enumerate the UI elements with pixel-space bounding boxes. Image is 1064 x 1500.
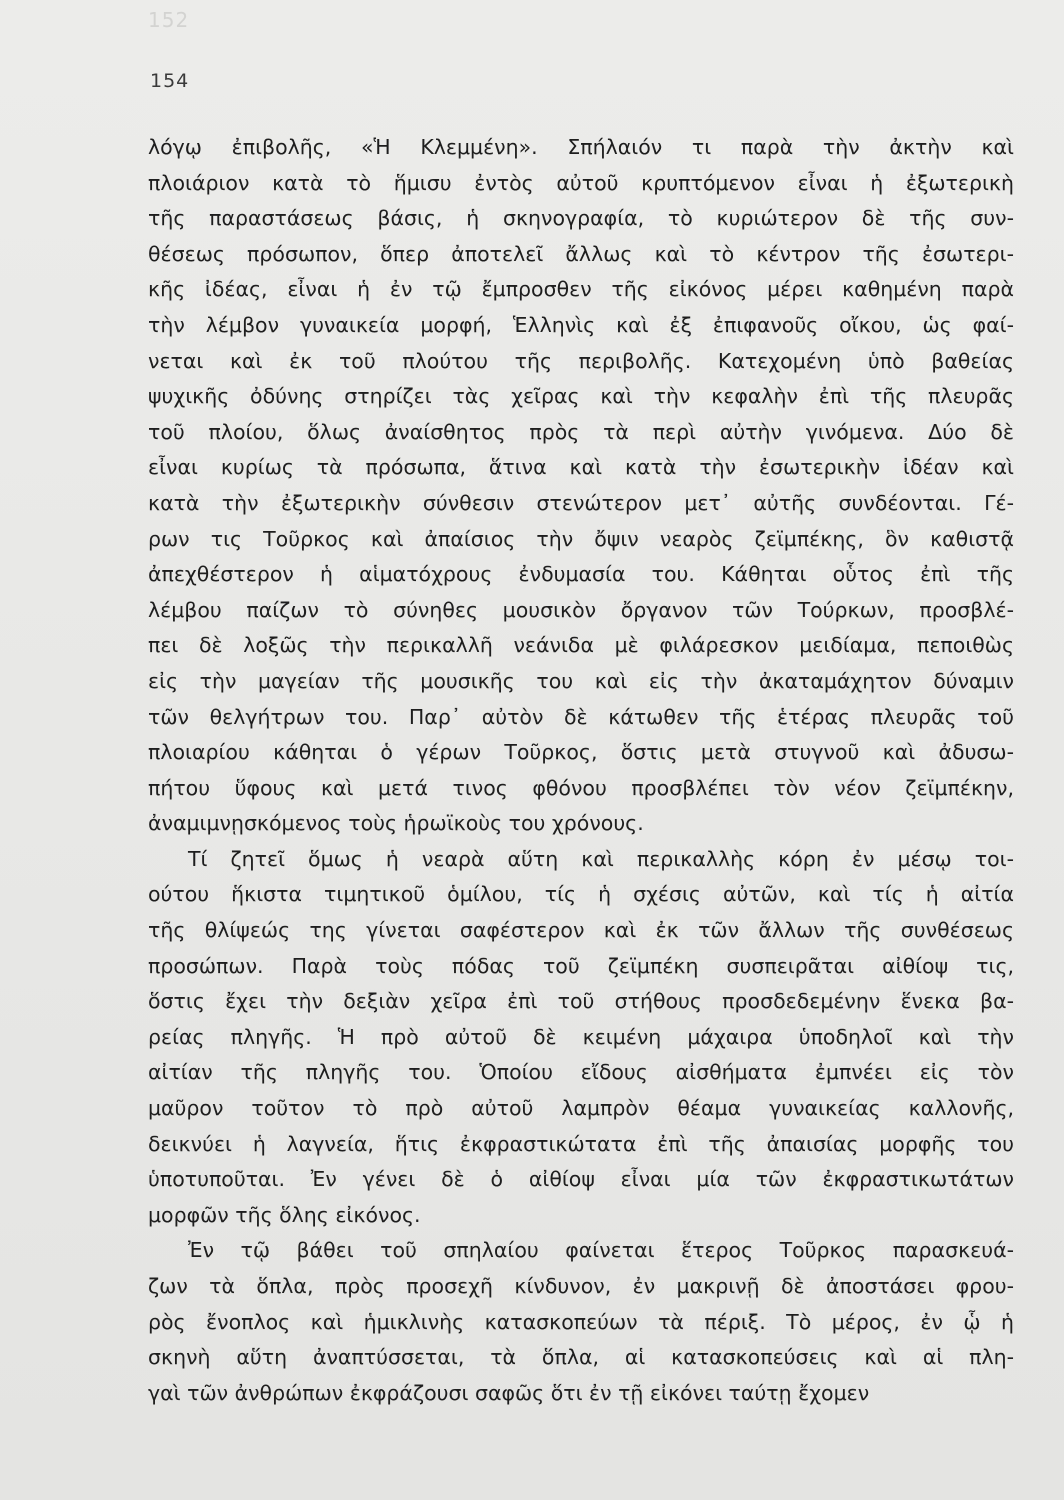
text-line: πλοιάριον κατὰ τὸ ἥμισυ ἐντὸς αὐτοῦ κρυπτόμενον εἶναι ἡ ἐξωτερικὴ	[148, 170, 1014, 195]
text-line: αἰτίαν τῆς πληγῆς του. Ὁποίου εἴδους αἰσθήματα ἐμπνέει εἰς τὸν	[148, 1060, 1014, 1085]
text-line: προσώπων. Παρὰ τοὺς πόδας τοῦ ζεϊμπέκη συσπειρᾶται αἰθίοψ τις,	[148, 953, 1014, 978]
text-line: δεικνύει ἡ λαγνεία, ἥτις ἐκφραστικώτατα ἐπὶ τῆς ἀπαισίας μορφῆς του	[148, 1131, 1014, 1156]
text-line: σκηνὴ αὕτη ἀναπτύσσεται, τὰ ὅπλα, αἱ κατασκοπεύσεις καὶ αἱ πλη-	[148, 1345, 1014, 1370]
text-line: εἶναι κυρίως τὰ πρόσωπα, ἅτινα καὶ κατὰ τὴν ἐσωτερικὴν ἰδέαν καὶ	[148, 455, 1014, 480]
paragraph	[148, 130, 1014, 842]
text-line: γαὶ τῶν ἀνθρώπων ἐκφράζουσι σαφῶς ὅτι ἐν τῇ εἰκόνει ταύτῃ ἔχομεν	[148, 1380, 870, 1405]
text-line: λόγῳ ἐπιβολῆς, «Ἡ Κλεμμένη». Σπήλαιόν τι παρὰ τὴν ἀκτὴν καὶ	[148, 135, 1014, 159]
page-number: 154	[150, 70, 190, 92]
text-line: εἰς τὴν μαγείαν τῆς μουσικῆς του καὶ εἰς τὴν ἀκαταμάχητον δύναμιν	[148, 668, 1014, 693]
text-line: τοῦ πλοίου, ὅλως ἀναίσθητος πρὸς τὰ περὶ αὐτὴν γινόμενα. Δύο δὲ	[148, 419, 1014, 444]
text-line: ρείας πληγῆς. Ἡ πρὸ αὐτοῦ δὲ κειμένη μάχαιρα ὑποδηλοῖ καὶ τὴν	[148, 1024, 1014, 1049]
text-line: πήτου ὕφους καὶ μετά τινος φθόνου προσβλέπει τὸν νέον ζεϊμπέκην,	[148, 775, 1014, 800]
text-line: Τί ζητεῖ ὅμως ἡ νεαρὰ αὕτη καὶ περικαλλὴς κόρη ἐν μέσῳ τοι-	[188, 846, 1014, 871]
text-line: ζων τὰ ὅπλα, πρὸς προσεχῆ κίνδυνον, ἐν μακρινῇ δὲ ἀποστάσει φρου-	[148, 1274, 1014, 1298]
text-line: ὑποτυποῦται. Ἐν γένει δὲ ὁ αἰθίοψ εἶναι μία τῶν ἐκφραστικωτάτων	[148, 1167, 1014, 1192]
text-line: ψυχικῆς ὀδύνης στηρίζει τὰς χεῖρας καὶ τὴν κεφαλὴν ἐπὶ τῆς πλευρᾶς	[148, 384, 1014, 409]
text-line: τῶν θελγήτρων του. Παρ᾽ αὐτὸν δὲ κάτωθεν τῆς ἑτέρας πλευρᾶς τοῦ	[148, 704, 1014, 729]
text-line: τῆς θλίψεώς της γίνεται σαφέστερον καὶ ἐκ τῶν ἄλλων τῆς συνθέσεως	[148, 918, 1014, 943]
text-line: μορφῶν τῆς ὅλης εἰκόνος.	[148, 1202, 421, 1227]
text-line: ἀναμιμνῃσκόμενος τοὺς ἡρωϊκοὺς του χρόνους.	[148, 811, 644, 836]
paragraph	[148, 842, 1014, 1234]
text-line: ρὸς ἔνοπλος καὶ ἡμικλινὴς κατασκοπεύων τὰ πέριξ. Τὸ μέρος, ἐν ᾧ ἡ	[148, 1309, 1014, 1334]
text-line: μαῦρον τοῦτον τὸ πρὸ αὐτοῦ λαμπρὸν θέαμα γυναικείας καλλονῆς,	[148, 1096, 1014, 1121]
text-line: ρων τις Τοῦρκος καὶ ἀπαίσιος τὴν ὄψιν νεαρὸς ζεϊμπέκης, ὃν καθιστᾷ	[148, 526, 1014, 551]
text-line: τὴν λέμβον γυναικεία μορφή, Ἑλληνὶς καὶ ἐξ ἐπιφανοῦς οἴκου, ὡς φαί-	[148, 312, 1014, 337]
paragraph	[148, 1233, 1014, 1411]
text-line: λέμβου παίζων τὸ σύνηθες μουσικὸν ὄργανον τῶν Τούρκων, προσβλέ-	[148, 597, 1014, 622]
text-line: ούτου ἥκιστα τιμητικοῦ ὁμίλου, τίς ἡ σχέσις αὐτῶν, καὶ τίς ἡ αἰτία	[148, 882, 1014, 907]
text-line: πλοιαρίου κάθηται ὁ γέρων Τοῦρκος, ὅστις μετὰ στυγνοῦ καὶ ἀδυσω-	[148, 740, 1014, 765]
text-line: ὅστις ἔχει τὴν δεξιὰν χεῖρα ἐπὶ τοῦ στήθους προσδεδεμένην ἕνεκα βα-	[148, 989, 1014, 1014]
text-line: τῆς παραστάσεως βάσις, ἡ σκηνογραφία, τὸ κυριώτερον δὲ τῆς συν-	[148, 206, 1014, 231]
text-line: Ἐν τῷ βάθει τοῦ σπηλαίου φαίνεται ἕτερος Τοῦρκος παρασκευά-	[188, 1238, 1014, 1263]
text-line: θέσεως πρόσωπον, ὅπερ ἀποτελεῖ ἄλλως καὶ τὸ κέντρον τῆς ἐσωτερι-	[148, 241, 1014, 266]
text-line: νεται καὶ ἐκ τοῦ πλούτου τῆς περιβολῆς. Κατεχομένη ὑπὸ βαθείας	[148, 348, 1014, 373]
text-line: ἀπεχθέστερον ἡ αἱματόχρους ἐνδυμασία του. Κάθηται οὗτος ἐπὶ τῆς	[148, 562, 1014, 587]
text-line: κῆς ἰδέας, εἶναι ἡ ἐν τῷ ἔμπροσθεν τῆς εἰκόνος μέρει καθημένη παρὰ	[148, 277, 1014, 302]
bleed-through-header: 152	[148, 8, 190, 32]
text-line: πει δὲ λοξῶς τὴν περικαλλῆ νεάνιδα μὲ φιλάρεσκον μειδίαμα, πεποιθὼς	[148, 633, 1014, 658]
text-line: κατὰ τὴν ἐξωτερικὴν σύνθεσιν στενώτερον μετ᾽ αὐτῆς συνδέονται. Γέ-	[148, 490, 1014, 515]
body-text	[148, 130, 1014, 1411]
